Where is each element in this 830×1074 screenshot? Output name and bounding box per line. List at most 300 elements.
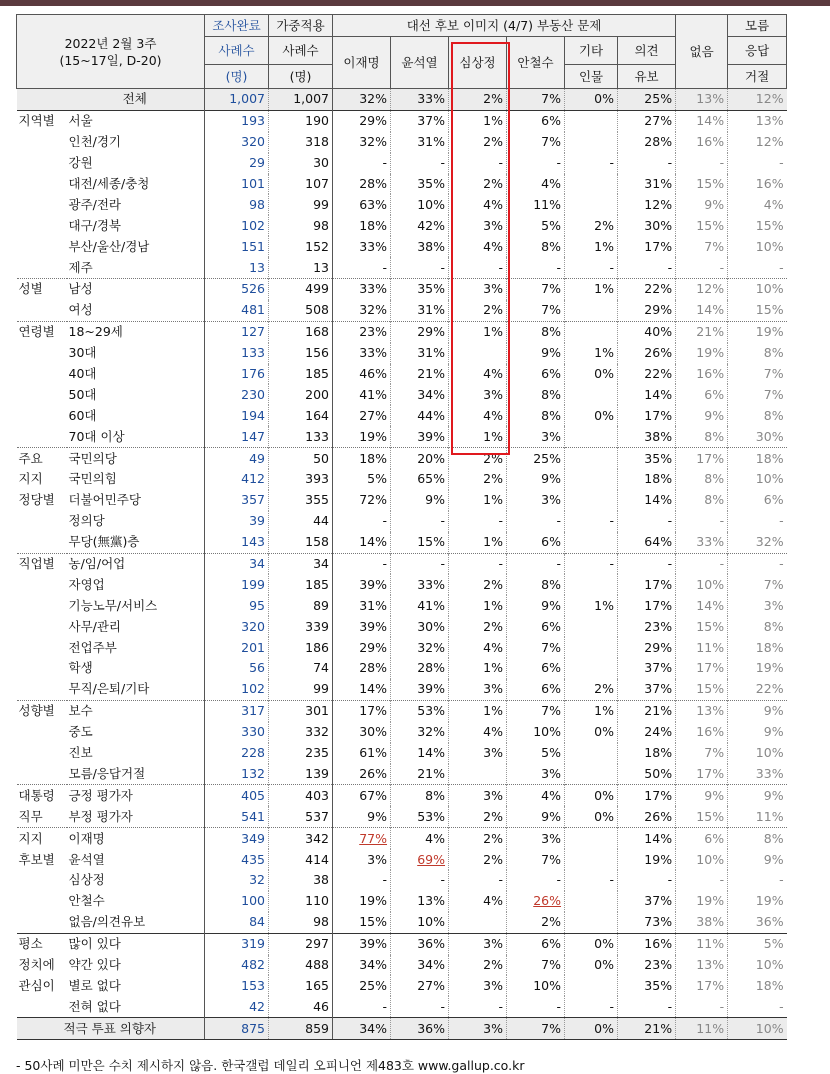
other-pct: 0% (565, 1018, 618, 1040)
reserve-pct: 27% (618, 110, 676, 131)
weighted-count: 164 (269, 405, 333, 426)
completed-count: 320 (205, 132, 269, 153)
row-category (17, 364, 67, 385)
lee-jaemyung-pct: 63% (333, 194, 391, 215)
crosstab-container (16, 14, 786, 1040)
row-category (17, 722, 67, 743)
sim-sangjeong-pct (449, 912, 507, 933)
table-row (17, 384, 787, 405)
table-row (17, 110, 787, 131)
dk-pct: 32% (755, 534, 784, 550)
ahn-cheolsoo-pct: - (507, 996, 565, 1017)
lee-jaemyung-pct: - (333, 257, 391, 278)
other-pct (565, 891, 618, 912)
dk-pct: 8% (763, 407, 784, 423)
yoon-sukyeol-pct: 9% (391, 490, 449, 511)
row-label: 모름/응답거절 (67, 764, 205, 785)
dk-pct: 19% (728, 321, 787, 342)
ahn-cheolsoo-pct: 8% (507, 384, 565, 405)
yoon-sukyeol-pct: 33% (391, 89, 449, 111)
weighted-count: 34 (269, 553, 333, 574)
yoon-sukyeol-pct: 41% (391, 595, 449, 616)
sim-sangjeong-pct: 2% (449, 469, 507, 490)
table-row (17, 574, 787, 595)
reserve-pct: 37% (618, 679, 676, 700)
ahn-cheolsoo-pct: 25% (507, 448, 565, 469)
weighted-count: 355 (269, 490, 333, 511)
sim-sangjeong-pct: 4% (449, 236, 507, 257)
row-label: 진보 (67, 743, 205, 764)
lee-jaemyung-pct: 28% (333, 658, 391, 679)
other-pct: 0% (565, 806, 618, 827)
dk-pct: 8% (763, 618, 784, 634)
weighted-count: 98 (269, 912, 333, 933)
ahn-cheolsoo-pct: 9% (507, 806, 565, 827)
other-pct: 0% (565, 89, 618, 111)
row-label: 70대 이상 (67, 426, 205, 447)
dk-pct: 10% (728, 1018, 787, 1040)
weighted-count: 139 (269, 764, 333, 785)
row-category (17, 658, 67, 679)
other-pct: 1% (565, 700, 618, 721)
weighted-count: 38 (269, 870, 333, 891)
row-category (17, 236, 67, 257)
reserve-pct: 23% (618, 955, 676, 976)
candidate-header-2: 윤석열 (391, 37, 449, 89)
weighted-count: 185 (269, 364, 333, 385)
yoon-sukyeol-pct: 35% (391, 174, 449, 195)
dk-pct: 18% (755, 639, 784, 655)
row-label: 30대 (67, 343, 205, 364)
ahn-cheolsoo-pct: - (507, 257, 565, 278)
weighted-count: 342 (269, 828, 333, 849)
completed-count: 98 (205, 194, 269, 215)
lee-jaemyung-pct: 34% (333, 955, 391, 976)
completed-count: 317 (205, 700, 269, 721)
yoon-sukyeol-pct: 36% (391, 933, 449, 954)
dk-pct: 33% (755, 765, 784, 781)
sim-sangjeong-pct: 2% (449, 955, 507, 976)
other-pct: 0% (565, 405, 618, 426)
none-pct: 17% (676, 658, 728, 679)
footnote: - 50사례 미만은 수치 제시하지 않음. 한국갤럽 데일리 오피니언 제483호 www.gallup.co.kr (16, 1058, 525, 1073)
lee-jaemyung-pct: 14% (333, 679, 391, 700)
weighted-count: 99 (269, 194, 333, 215)
candidate-header-3: 심상정 (449, 37, 507, 89)
yoon-sukyeol-pct: 34% (391, 955, 449, 976)
row-label: 제주 (67, 257, 205, 278)
table-row (17, 996, 787, 1017)
yoon-sukyeol-pct: 69% (391, 849, 449, 870)
reserve-pct: 38% (618, 426, 676, 447)
lee-jaemyung-pct: 5% (333, 469, 391, 490)
completed-count: 319 (205, 933, 269, 954)
ahn-cheolsoo-pct: - (507, 511, 565, 532)
sim-sangjeong-pct: 4% (449, 891, 507, 912)
table-header (17, 15, 787, 89)
reserve-pct: 26% (618, 806, 676, 827)
reserve-pct: 17% (618, 236, 676, 257)
dk-pct: 15% (755, 302, 784, 318)
table-row (17, 236, 787, 257)
row-label: 심상정 (67, 870, 205, 891)
ahn-cheolsoo-pct: 10% (507, 722, 565, 743)
sim-sangjeong-pct: - (449, 553, 507, 574)
lee-jaemyung-pct: 72% (333, 490, 391, 511)
none-pct: 17% (676, 975, 728, 996)
reserve-pct: 28% (618, 132, 676, 153)
table-row (17, 279, 787, 300)
sim-sangjeong-pct (449, 764, 507, 785)
row-category (17, 257, 67, 278)
completed-count: 193 (205, 110, 269, 131)
row-category (17, 532, 67, 553)
lee-jaemyung-pct: 28% (333, 174, 391, 195)
row-label: 여성 (67, 300, 205, 321)
dk-pct: 12% (755, 134, 784, 150)
sim-sangjeong-pct (449, 343, 507, 364)
weighted-count: 859 (269, 1018, 333, 1040)
completed-count: 1,007 (205, 89, 269, 111)
weighted-count: 414 (269, 849, 333, 870)
other-header-bot: 인물 (565, 65, 618, 89)
table-row (17, 257, 787, 278)
ahn-cheolsoo-pct: - (507, 553, 565, 574)
table-row (17, 975, 787, 996)
sim-sangjeong-pct: 1% (449, 490, 507, 511)
row-category: 관심이 (18, 977, 55, 993)
row-category (17, 743, 67, 764)
row-label: 서울 (67, 110, 205, 131)
none-pct: 16% (676, 132, 728, 153)
reserve-pct: 29% (618, 300, 676, 321)
yoon-sukyeol-pct: 31% (391, 343, 449, 364)
other-pct (565, 426, 618, 447)
completed-count: 405 (205, 785, 269, 806)
completed-header-top: 조사완료 (205, 15, 269, 37)
row-category: 직업별 (17, 553, 67, 574)
yoon-sukyeol-pct: 32% (391, 637, 449, 658)
table-row (17, 153, 787, 174)
table-row (17, 933, 787, 954)
other-header-top: 기타 (565, 37, 618, 65)
dk-pct: 6% (763, 492, 784, 508)
none-pct: 11% (676, 637, 728, 658)
yoon-sukyeol-pct: 42% (391, 215, 449, 236)
row-label: 60대 (67, 405, 205, 426)
other-pct (565, 637, 618, 658)
none-pct: 11% (676, 1018, 728, 1040)
ahn-cheolsoo-pct: 2% (507, 912, 565, 933)
completed-count: 102 (205, 679, 269, 700)
table-row (17, 870, 787, 891)
row-category (17, 153, 67, 174)
yoon-sukyeol-pct: 38% (391, 236, 449, 257)
yoon-sukyeol-pct: 30% (391, 616, 449, 637)
none-pct: 6% (676, 828, 728, 849)
reserve-pct: 12% (618, 194, 676, 215)
row-label: 정의당 (67, 511, 205, 532)
ahn-cheolsoo-pct: 6% (507, 658, 565, 679)
lee-jaemyung-pct: 18% (333, 448, 391, 469)
table-row (17, 722, 787, 743)
row-label: 인천/경기 (67, 132, 205, 153)
lee-jaemyung-pct: 27% (333, 405, 391, 426)
weighted-count: 44 (269, 511, 333, 532)
weighted-count: 110 (269, 891, 333, 912)
reserve-pct: 14% (618, 490, 676, 511)
dk-header-mid: 응답 (728, 37, 787, 65)
completed-count: 541 (205, 806, 269, 827)
other-pct: - (565, 511, 618, 532)
survey-label: 2022년 2월 3주 (64, 35, 157, 51)
weighted-count: 168 (269, 321, 333, 342)
yoon-sukyeol-pct: 20% (391, 448, 449, 469)
ahn-cheolsoo-pct: - (507, 153, 565, 174)
lee-jaemyung-pct: 32% (333, 300, 391, 321)
lee-jaemyung-pct: 9% (333, 806, 391, 827)
yoon-sukyeol-pct: 10% (391, 912, 449, 933)
dk-pct: 9% (763, 724, 784, 740)
completed-count: 101 (205, 174, 269, 195)
reserve-pct: 40% (618, 321, 676, 342)
ahn-cheolsoo-pct: 8% (507, 574, 565, 595)
weighted-count: 393 (269, 469, 333, 490)
row-label: 기능노무/서비스 (67, 595, 205, 616)
other-pct (565, 448, 618, 469)
other-pct: - (565, 257, 618, 278)
completed-count: 133 (205, 343, 269, 364)
lee-jaemyung-pct: 39% (333, 933, 391, 954)
row-label: 전혀 없다 (67, 996, 205, 1017)
none-pct: - (676, 257, 728, 278)
row-label: 국민의당 (67, 448, 205, 469)
reserve-pct: 21% (618, 1018, 676, 1040)
row-category: 주요 (17, 448, 67, 469)
dk-pct: 18% (755, 977, 784, 993)
lee-jaemyung-pct: 30% (333, 722, 391, 743)
row-category: 대통령 (17, 785, 67, 806)
reserve-pct: 16% (618, 933, 676, 954)
weighted-count: 50 (269, 448, 333, 469)
yoon-sukyeol-pct: 35% (391, 279, 449, 300)
reserve-pct: 37% (618, 891, 676, 912)
none-pct: 9% (676, 194, 728, 215)
lee-jaemyung-pct: - (333, 511, 391, 532)
row-category (17, 764, 67, 785)
reserve-pct: 30% (618, 215, 676, 236)
row-category (17, 912, 67, 933)
completed-count: 357 (205, 490, 269, 511)
dk-pct: 19% (755, 893, 784, 909)
completed-count: 127 (205, 321, 269, 342)
other-pct (565, 912, 618, 933)
ahn-cheolsoo-pct: 5% (507, 743, 565, 764)
dk-pct: 19% (755, 660, 784, 676)
row-label: 별로 없다 (67, 975, 205, 996)
lee-jaemyung-pct: 32% (333, 89, 391, 111)
none-header: 없음 (676, 15, 728, 89)
none-pct: 14% (676, 300, 728, 321)
yoon-sukyeol-pct: 37% (391, 110, 449, 131)
dk-pct: 12% (728, 89, 787, 111)
row-label: 18~29세 (67, 321, 205, 342)
ahn-cheolsoo-pct: 7% (507, 637, 565, 658)
weighted-count: 99 (269, 679, 333, 700)
lee-jaemyung-pct: 77% (333, 828, 391, 849)
sim-sangjeong-pct: 2% (449, 828, 507, 849)
table-row (17, 553, 787, 574)
none-pct: 9% (676, 405, 728, 426)
other-pct: 0% (565, 933, 618, 954)
reserve-pct: 22% (618, 279, 676, 300)
sim-sangjeong-pct: - (449, 257, 507, 278)
completed-count: 526 (205, 279, 269, 300)
row-label: 50대 (67, 384, 205, 405)
row-label: 40대 (67, 364, 205, 385)
row-category (17, 511, 67, 532)
dk-pct: - (779, 513, 784, 529)
none-pct: 14% (676, 110, 728, 131)
completed-count: 29 (205, 153, 269, 174)
yoon-sukyeol-pct: 31% (391, 300, 449, 321)
none-pct: 15% (676, 806, 728, 827)
row-category: 지역별 (17, 110, 67, 131)
row-category (17, 300, 67, 321)
yoon-sukyeol-pct: 44% (391, 405, 449, 426)
other-pct (565, 132, 618, 153)
dk-pct: - (779, 998, 784, 1014)
none-pct: 15% (676, 616, 728, 637)
yoon-sukyeol-pct: - (391, 511, 449, 532)
row-label: 무당(無黨)층 (67, 532, 205, 553)
reserve-pct: - (618, 553, 676, 574)
dk-pct: 9% (728, 700, 787, 721)
ahn-cheolsoo-pct: 6% (507, 110, 565, 131)
table-row (17, 343, 787, 364)
reserve-pct: 29% (618, 637, 676, 658)
row-category: 성별 (17, 279, 67, 300)
row-category (17, 891, 67, 912)
dk-pct: 15% (755, 217, 784, 233)
dk-pct: 10% (755, 471, 784, 487)
table-row (17, 955, 787, 976)
none-pct: 13% (676, 89, 728, 111)
ahn-cheolsoo-pct: 5% (507, 215, 565, 236)
reserve-pct: 19% (618, 849, 676, 870)
table-row (17, 637, 787, 658)
weighted-count: 107 (269, 174, 333, 195)
other-pct (565, 658, 618, 679)
completed-count: 349 (205, 828, 269, 849)
yoon-sukyeol-pct: 34% (391, 384, 449, 405)
lee-jaemyung-pct: - (333, 996, 391, 1017)
reserve-pct: 21% (618, 700, 676, 721)
other-pct (565, 174, 618, 195)
other-pct (565, 300, 618, 321)
completed-count: 151 (205, 236, 269, 257)
sim-sangjeong-pct: 2% (449, 132, 507, 153)
row-label: 자영업 (67, 574, 205, 595)
none-pct: 7% (676, 236, 728, 257)
table-row (17, 469, 787, 490)
sim-sangjeong-pct: 4% (449, 722, 507, 743)
other-pct: - (565, 553, 618, 574)
weighted-count: 186 (269, 637, 333, 658)
sim-sangjeong-pct: 2% (449, 616, 507, 637)
none-pct: 13% (676, 955, 728, 976)
none-pct: 15% (676, 679, 728, 700)
row-label: 긍정 평가자 (67, 785, 205, 806)
row-label: 이재명 (67, 828, 205, 849)
table-row (17, 405, 787, 426)
table-row (17, 89, 787, 111)
table-row (17, 132, 787, 153)
sim-sangjeong-pct: 3% (449, 384, 507, 405)
lee-jaemyung-pct: 34% (333, 1018, 391, 1040)
sim-sangjeong-pct: 1% (449, 532, 507, 553)
weighted-count: 200 (269, 384, 333, 405)
dk-pct: - (779, 259, 784, 275)
dk-pct: 22% (755, 681, 784, 697)
none-pct: 38% (676, 912, 728, 933)
other-pct: 2% (565, 679, 618, 700)
yoon-sukyeol-pct: 10% (391, 194, 449, 215)
none-pct: 8% (676, 426, 728, 447)
table-row (17, 785, 787, 806)
ahn-cheolsoo-pct: 7% (507, 700, 565, 721)
sim-sangjeong-pct: 1% (449, 321, 507, 342)
none-pct: 13% (676, 700, 728, 721)
completed-count: 56 (205, 658, 269, 679)
dk-header-bot: 거절 (728, 65, 787, 89)
row-category (17, 343, 67, 364)
none-pct: 8% (676, 490, 728, 511)
yoon-sukyeol-pct: 29% (391, 321, 449, 342)
row-label: 중도 (67, 722, 205, 743)
none-pct: - (676, 996, 728, 1017)
table-row (17, 426, 787, 447)
dk-pct: 8% (728, 828, 787, 849)
row-category (17, 595, 67, 616)
table-body (17, 89, 787, 1040)
yoon-sukyeol-pct: - (391, 996, 449, 1017)
row-label: 더불어민주당 (67, 490, 205, 511)
table-row (17, 174, 787, 195)
completed-count: 201 (205, 637, 269, 658)
dk-pct: 30% (755, 428, 784, 444)
row-label: 전업주부 (67, 637, 205, 658)
none-pct: 19% (676, 891, 728, 912)
reserve-pct: - (618, 257, 676, 278)
sim-sangjeong-pct: 3% (449, 679, 507, 700)
reserve-pct: 64% (618, 532, 676, 553)
reserve-pct: 24% (618, 722, 676, 743)
none-pct: - (676, 553, 728, 574)
weighted-count: 190 (269, 110, 333, 131)
none-pct: 17% (676, 448, 728, 469)
lee-jaemyung-pct: 19% (333, 891, 391, 912)
completed-count: 32 (205, 870, 269, 891)
ahn-cheolsoo-pct: 7% (507, 89, 565, 111)
row-label: 안철수 (67, 891, 205, 912)
ahn-cheolsoo-pct: - (507, 870, 565, 891)
weighted-count: 46 (269, 996, 333, 1017)
candidate-header-1: 이재명 (333, 37, 391, 89)
ahn-cheolsoo-pct: 26% (507, 891, 565, 912)
weighted-count: 185 (269, 574, 333, 595)
lee-jaemyung-pct: 29% (333, 637, 391, 658)
